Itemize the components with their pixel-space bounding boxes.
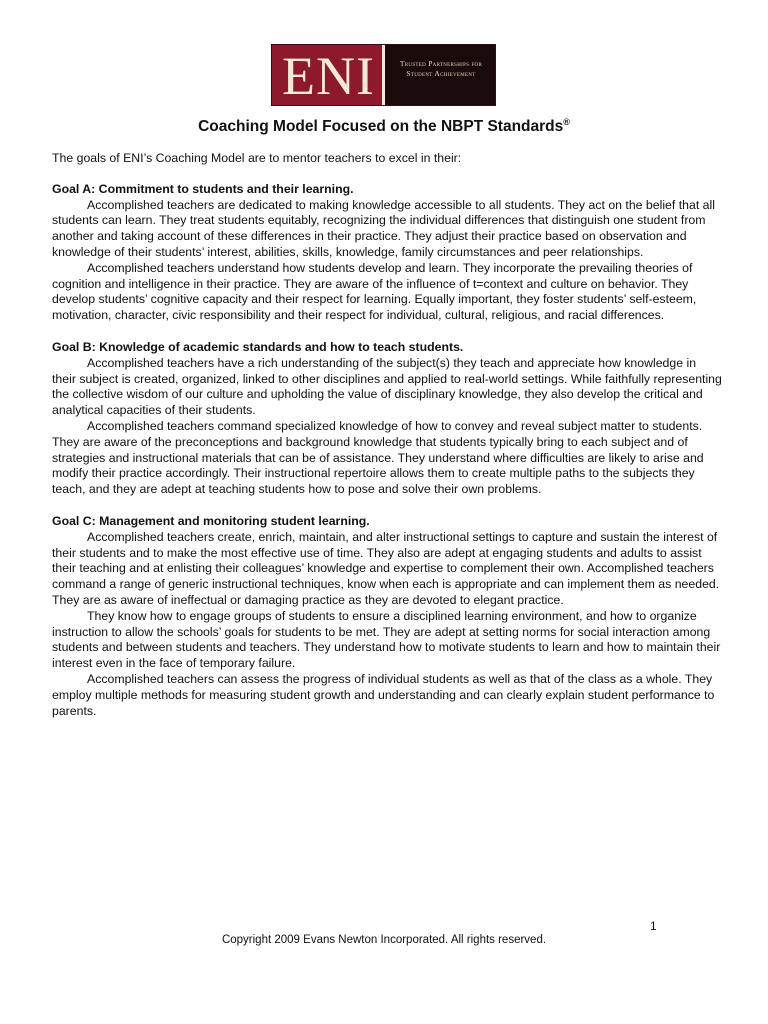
goal-c-paragraph: Accomplished teachers can assess the progress of individual students as well as that of the class as a whole. They employ multiple methods for measuring student growth and understanding and can clearly explain student performance to parents. (52, 671, 715, 718)
goal-c-section (52, 514, 722, 719)
goal-c-heading: Goal C: Management and monitoring student learning. (52, 513, 370, 528)
goal-a-section (52, 182, 722, 324)
goal-c-paragraph: They know how to engage groups of students to ensure a disciplined learning environment, and how to organize instruction to allow the schools’ goals for students to be met. They are adept at setting norms for social interaction among students and between students and teachers. They understand how to motivate students to learn and how to maintain their interest even in the face of temporary failure. (52, 608, 721, 671)
goal-a-paragraph: Accomplished teachers are dedicated to making knowledge accessible to all students. They act on the belief that all students can learn. They treat students equitably, recognizing the individual differences that distinguish one student from another and taking account of these differences in their practice. They adjust their practice based on observation and knowledge of their students’ interest, abilities, skills, knowledge, family circumstances and peer relationships. (52, 197, 715, 259)
goal-c-paragraph: Accomplished teachers create, enrich, maintain, and alter instructional settings to capture and sustain the interest of their students and to make the most effective use of time. They also are adept at engaging students and adults to assist their teaching and at enlisting their colleagues’ knowledge and expertise to complement their own. Accomplished teachers command a range of generic instructional techniques, know when each is appropriate and can implement them as needed. They are as aware of ineffectual or damaging practice as they are devoted to elegant practice. (52, 529, 720, 607)
logo-letters: ENI (282, 46, 375, 106)
page-title-text: Coaching Model Focused on the NBPT Standards (198, 118, 564, 136)
goal-b-paragraph: Accomplished teachers command specialized knowledge of how to convey and reveal subject matter to students. They are aware of the preconceptions and background knowledge that students typically bring to each subject and of strategies and instructional materials that can be of assistance. They understand where difficulties are likely to arise and modify their practice accordingly. Their instructional repertoire allows them to create multiple paths to the subjects they teach, and they are adept at teaching students how to pose and solve their own problems. (52, 418, 704, 497)
page-number: 1 (650, 919, 657, 933)
intro-text: The goals of ENI’s Coaching Model are to mentor teachers to excel in their: (52, 151, 462, 165)
goal-b-paragraph: Accomplished teachers have a rich understanding of the subject(s) they teach and appreciate how knowledge in their subject is created, organized, linked to other disciplines and applied to real-world settings. While faithfully representing the collective wisdom of our culture and upholding the value of disciplinary knowledge, they also develop the critical and analytical capacities of their students. (52, 355, 722, 418)
goal-b-heading: Goal B: Knowledge of academic standards and how to teach students. (52, 339, 464, 354)
logo-tagline: Trusted Partnerships for Student Achievement (399, 59, 483, 78)
page-title (0, 117, 768, 136)
registered-mark: ® (563, 117, 570, 127)
eni-logo (271, 44, 496, 106)
copyright-footer: Copyright 2009 Evans Newton Incorporated. All rights reserved. (221, 934, 547, 946)
document-body (52, 151, 722, 735)
goal-a-heading: Goal A: Commitment to students and their learning. (52, 181, 354, 196)
goal-b-section (52, 340, 722, 498)
goal-a-paragraph: Accomplished teachers understand how students develop and learn. They incorporate the prevailing theories of cognition and intelligence in their practice. They are aware of the influence of t=context and culture on behavior. They develop students’ cognitive capacity and their respect for learning. Equally important, they foster students’ self-esteem, motivation, character, civic responsibility and their respect for individual, cultural, religious, and racial differences. (52, 260, 697, 323)
